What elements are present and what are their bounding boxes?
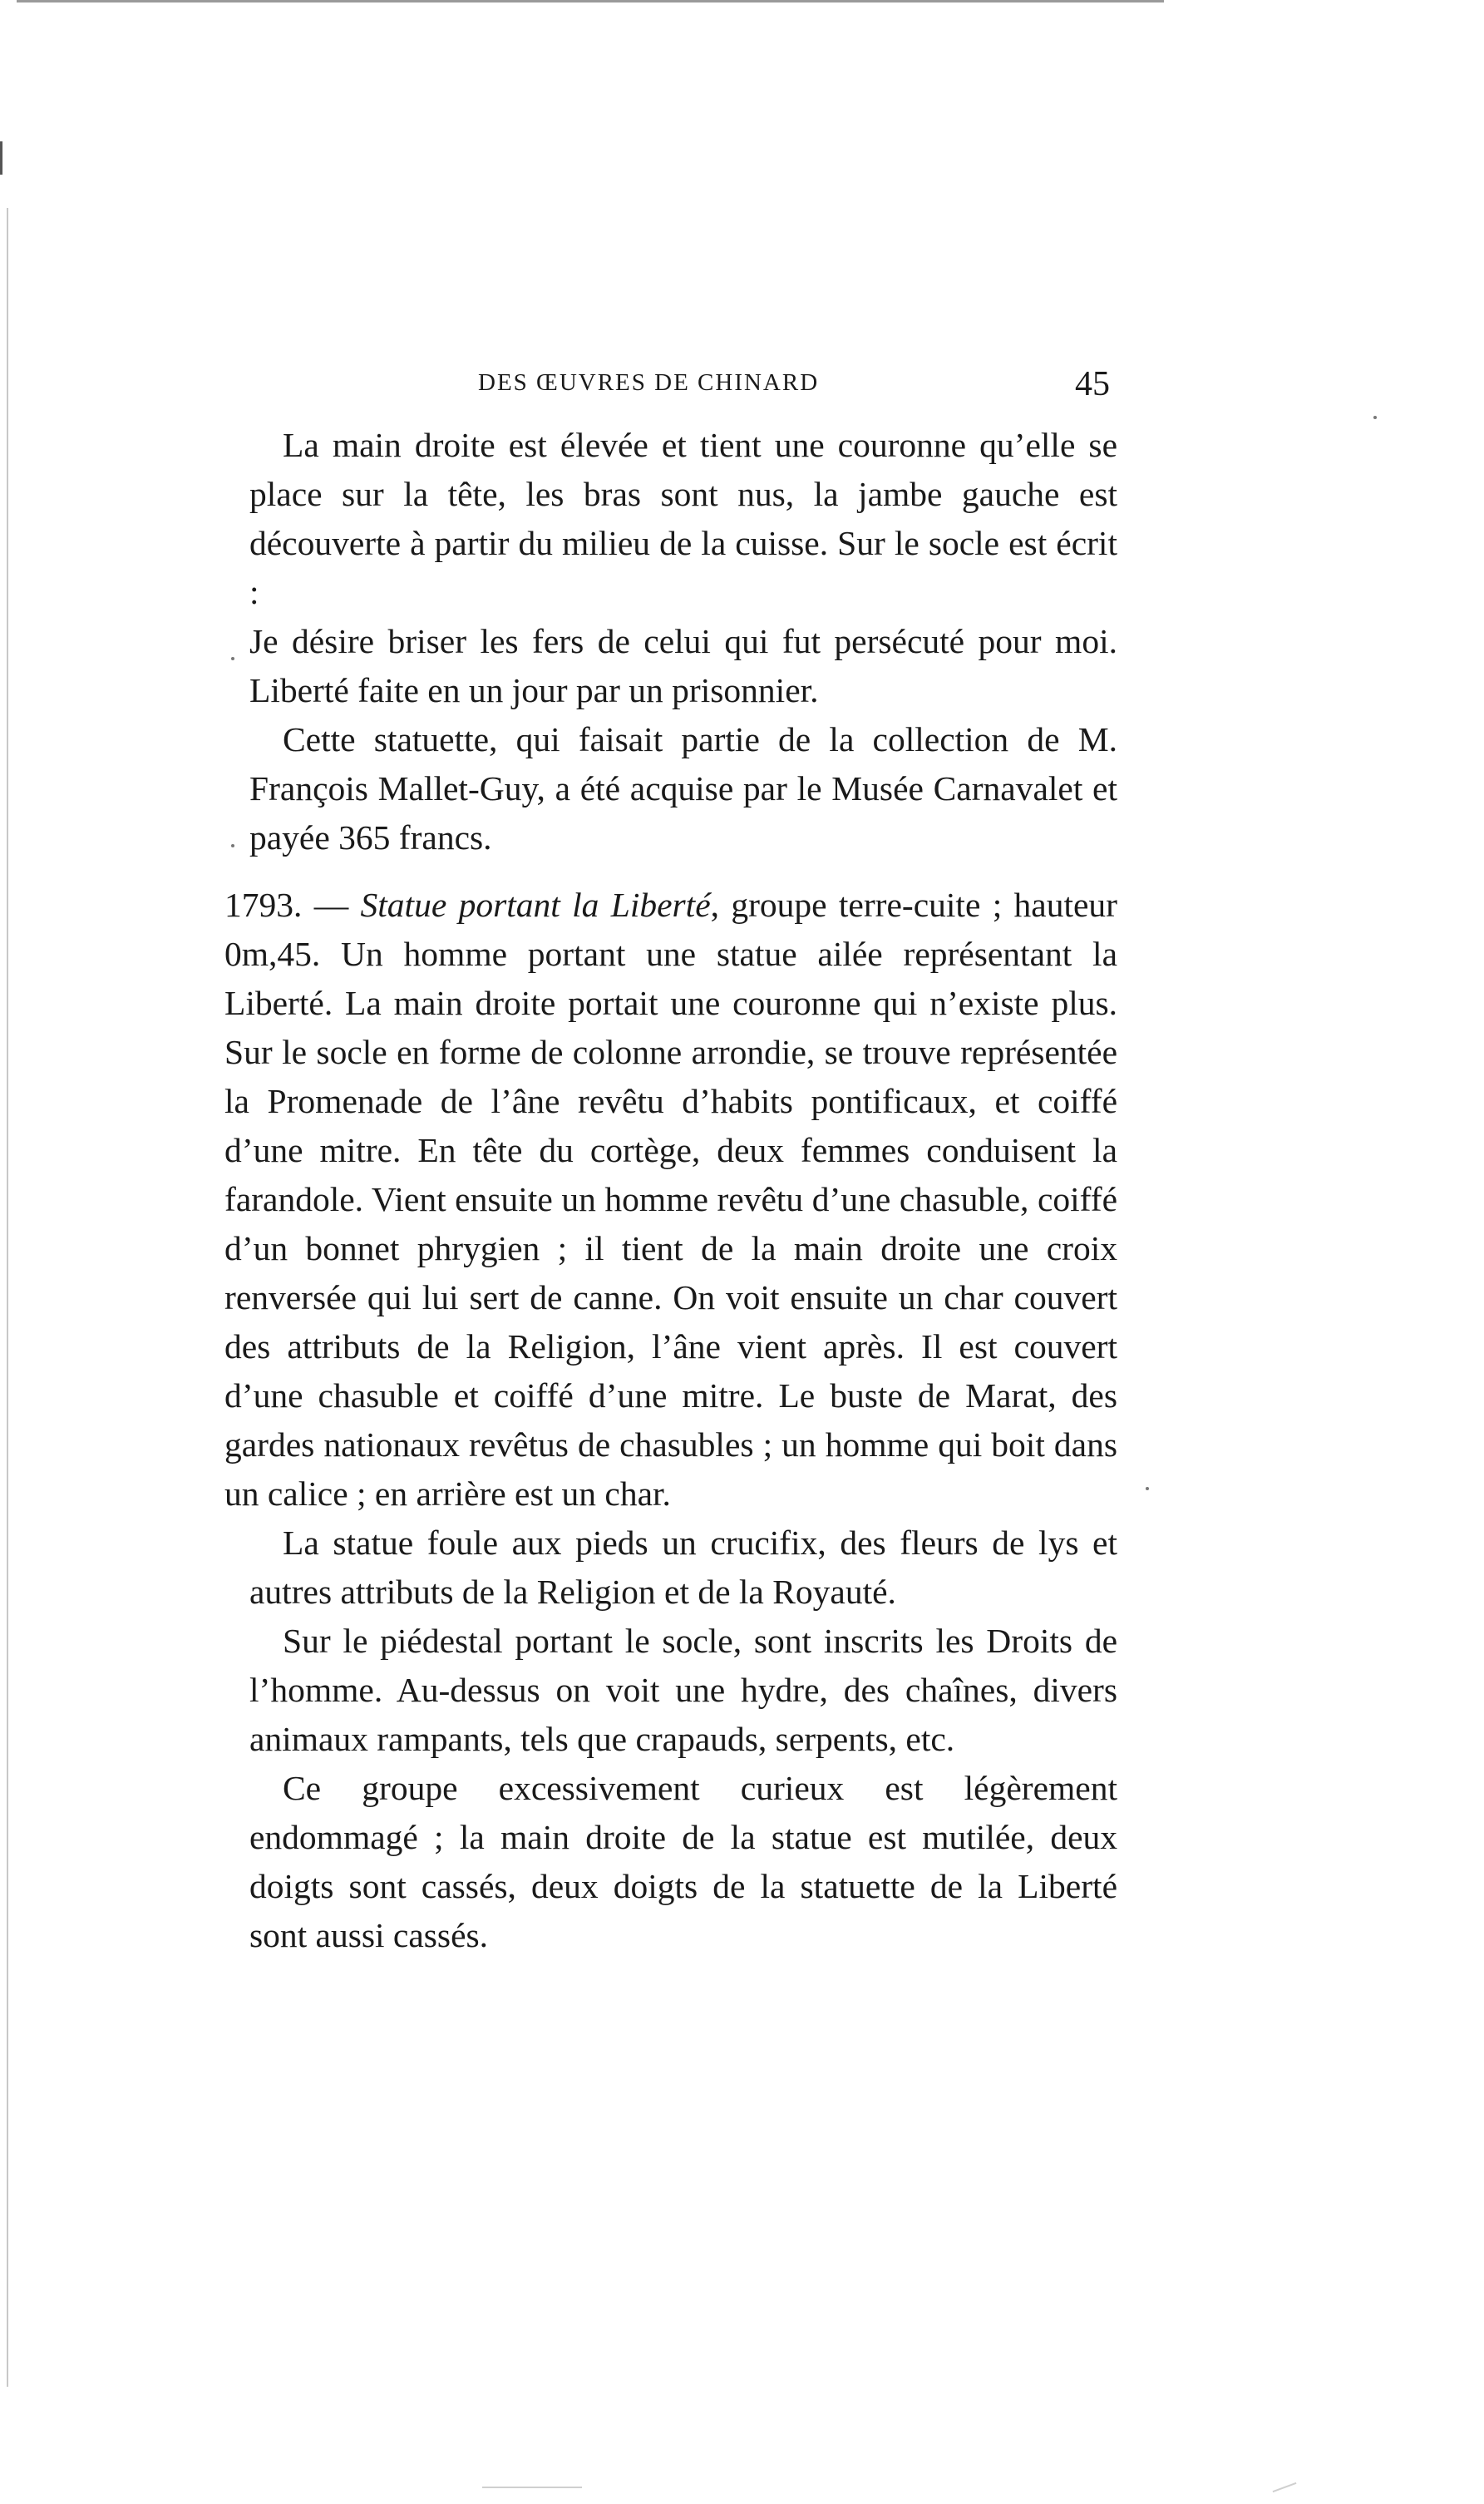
entry-title: Statue portant la Liberté — [360, 886, 711, 924]
entry-text: , groupe terre-cuite ; hauteur 0m,45. Un homme portant une statue ailée représentant la Liberté. La main droite portait une couronne qui n’existe plus. Sur le socle en forme de colonne arrondie, se trouve représentée la Promenade de l’âne revêtu d’habits pontificaux, et coiffé d’une mitre. En tête du cortège, deux femmes conduisent la farandole. Vient ensuite un homme revêtu d’une chasuble, coiffé d’un bonnet phrygien ; il tient de la main droite une croix renversée qui lui sert de canne. On voit ensuite un char couvert des attributs de la Religion, l’âne vient après. Il est couvert d’une chasuble et coiffé d’une mitre. Le buste de Marat, des gardes nationaux revêtus de chasubles ; un homme qui boit dans un calice ; en arrière est un char. — [224, 886, 1117, 1513]
paragraph: Sur le piédestal portant le socle, sont inscrits les Droits de l’homme. Au-dessus on voit une hydre, des chaînes, divers animaux rampants, tels que crapauds, serpents, etc. — [249, 1622, 1117, 1758]
scan-edge-mark — [0, 141, 2, 175]
scan-speck — [231, 657, 234, 660]
inscription-paragraph: Je désire briser les fers de celui qui fut persécuté pour moi. Liberté faite en un jour par un prisonnier. — [249, 622, 1117, 709]
scan-speck — [1373, 416, 1377, 419]
paragraph: Ce groupe excessivement curieux est légèrement endommagé ; la main droite de la statue est mutilée, deux doigts sont cassés, deux doigts de la statuette de la Liberté sont aussi cassés. — [249, 1769, 1117, 1954]
scan-bottom-mark — [482, 2487, 582, 2488]
page-header — [478, 365, 1110, 411]
page-body — [224, 421, 1117, 1960]
paragraph: Cette statuette, qui faisait partie de la collection de M. François Mallet-Guy, a été acquise par le Musée Carnavalet et payée 365 francs. — [249, 720, 1117, 857]
entry-year: 1793. — [224, 886, 303, 924]
scan-speck — [1146, 1487, 1149, 1490]
running-title: DES ŒUVRES DE CHINARD — [478, 369, 820, 396]
page-number: 45 — [1075, 365, 1110, 403]
scan-left-edge — [7, 208, 8, 2387]
scan-bottom-mark — [1273, 2482, 1297, 2492]
paragraph: La main droite est élevée et tient une couronne qu’elle se place sur la tête, les bras sont nus, la jambe gauche est découverte à partir du milieu de la cuisse. Sur le socle est écrit : — [249, 426, 1117, 611]
entry-dash: — — [302, 886, 361, 924]
catalog-entry — [224, 881, 1117, 1519]
scan-speck — [231, 844, 234, 847]
top-border-line — [17, 0, 1164, 2]
paragraph: La statue foule aux pieds un crucifix, des fleurs de lys et autres attributs de la Religion et de la Royauté. — [249, 1524, 1117, 1611]
